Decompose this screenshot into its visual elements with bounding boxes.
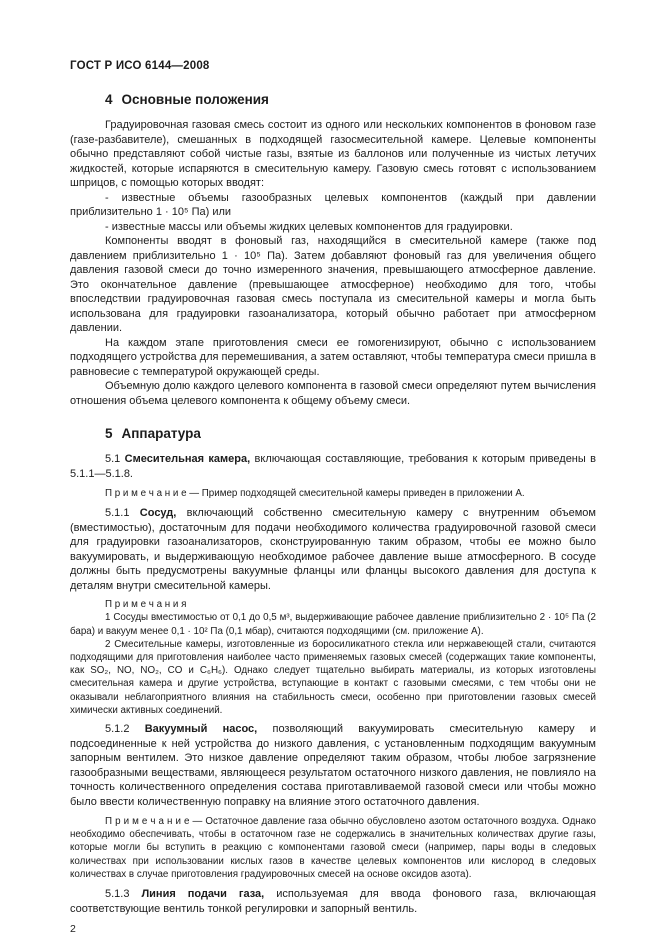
clause-5-1-1 — [70, 506, 596, 593]
note-after-5-1-2: П р и м е ч а н и е — Остаточное давление газа обычно обусловлено азотом остаточного воздуха. Однако необходимо обеспечивать, чтобы в остаточном газе не содержались в значительных количествах другие газы, которые могли бы вступить в реакцию с компонентами газовой смеси (например, пары воды в следовых количествах при использовании кислых газов в качестве целевых компонентов или кислород в следовых количествах в случае приготовления градуировочных смесей на основе оксидов азота). — [70, 816, 596, 880]
clause-5-1-1-number: 5.1.1 — [105, 507, 130, 520]
clause-5-1 — [70, 452, 596, 481]
section-4-title: Основные положения — [121, 92, 269, 107]
note-after-5-1: П р и м е ч а н и е — Пример подходящей смесительной камеры приведен в приложении А. — [105, 488, 525, 499]
section-4-bullet-2: - известные массы или объемы жидких целевых компонентов для градуировки. — [105, 220, 513, 233]
section-4-paragraph-4: Объемную долю каждого целевого компонента в газовой смеси определяют путем вычисления отношения объема целевого компонента к общему объему смеси. — [70, 380, 596, 407]
clause-5-1-text: включающая составляющие, требования к которым приведены в 5.1.1—5.1.8. — [70, 453, 596, 480]
note-5-1-1-item-2: 2 Смесительные камеры, изготовленные из боросиликатного стекла или нержавеющей стали, считаются подходящими для приготовления наиболее часто применяемых газовых смесей (содержащих такие компоненты, как SO₂, NO, NO₂, CO и C₆H₆). Однако следует тщательно выбирать материалы, из которых изготовлены смесительная камера и другие устройства, вступающие в контакт с газовыми смесями, с тем чтобы они не оказывали неблагоприятного влияния на стабильность смеси, особенно при приготовлении газовых смесей химически активных соединений. — [70, 638, 596, 716]
page-number: 2 — [70, 923, 76, 936]
clause-5-1-3-text: используемая для ввода фонового газа, включающая соответствующие вентиль тонкой регулировки и запорный вентиль. — [70, 888, 597, 915]
clause-5-1-2-number: 5.1.2 — [105, 723, 130, 736]
section-4-bullet-1: - известные объемы газообразных целевых компонентов (каждый при давлении приблизительно 1 · 10⁵ Па) или — [70, 191, 596, 218]
clause-5-1-1-term: Сосуд, — [139, 507, 177, 520]
clause-5-1-number: 5.1 — [105, 453, 121, 465]
clause-5-1-3 — [70, 887, 596, 916]
clause-5-1-3-number: 5.1.3 — [105, 888, 130, 901]
section-4-heading — [70, 92, 596, 107]
notes-heading-5-1-1: П р и м е ч а н и я — [105, 599, 187, 611]
section-5-title: Аппаратура — [121, 426, 201, 441]
clause-5-1-2 — [70, 722, 596, 809]
section-4-number: 4 — [105, 92, 113, 107]
clause-5-1-2-text: позволяющий вакуумировать смесительную камеру и подсоединенные к ней устройства до низкого давления, с установленным подходящим вакуумным запорным вентилем. Это низкое давление определяют таким образом, чтобы любое загрязнение газообразными веществами, являющееся результатом остаточного низкого давления, не повлияло на точность количественного определения состава приготавливаемой газовой смеси или чтобы можно было ввести количественную поправку на влияние этого остаточного давления. — [70, 723, 596, 808]
clause-5-1-term: Смесительная камера, — [124, 453, 251, 465]
section-5-heading — [70, 426, 596, 441]
clause-5-1-2-term: Вакуумный насос, — [144, 723, 258, 736]
clause-5-1-3-term: Линия подачи газа, — [141, 888, 265, 901]
note-5-1-1-item-1: 1 Сосуды вместимостью от 0,1 до 0,5 м³, выдерживающие рабочее давление приблизительно 2 · 10⁵ Па (2 бара) и вакуум менее 0,1 · 10² Па (0,1 мбар), считаются подходящими (см. приложение А). — [70, 612, 596, 637]
document-designation: ГОСТ Р ИСО 6144—2008 — [70, 60, 210, 72]
section-5-number: 5 — [105, 426, 113, 441]
section-4-paragraph-3: На каждом этапе приготовления смеси ее гомогенизируют, обычно с использованием подходящего устройства для перемешивания, а затем оставляют, чтобы температура смеси пришла в равновесие с температурой окружающей среды. — [70, 336, 596, 378]
section-4-paragraph-2: Компоненты вводят в фоновый газ, находящийся в смесительной камере (также под давлением приблизительно 1 · 10⁵ Па). Затем добавляют фоновый газ для увеличения общего давления газовой смеси до точно измеренного значения, превышающего атмосферное давление. Это окончательное давление (превышающее атмосферное) необходимо для того, чтобы впоследствии градуировочная газовая смесь поступала из смесительной камеры и могла быть использована для градуировки газоанализатора, который обычно работает при атмосферном давлении. — [70, 235, 596, 334]
section-4-paragraph-1: Градуировочная газовая смесь состоит из одного или нескольких компонентов в фоновом газе (газе-разбавителе), смешанных в подходящей газосмесительной камере. Целевые компоненты обычно представляют собой чистые газы, взятые из баллонов или полученные из чистых летучих жидкостей, которые испаряются в смесительную камеру. Газовую смесь готовят с использованием шприцов, с помощью которых вводят: — [70, 119, 596, 189]
clause-5-1-1-text: включающий собственно смесительную камеру с внутренним объемом (вместимостью), достаточным для подачи необходимого количества градуировочной газовой смеси для градуировки газоанализаторов, сконструированную таким образом, чтобы ее можно было вакуумировать, и выдерживающую необходимое рабочее давление выше атмосферного. В сосуде должны быть предусмотрены вакуумные фланцы или фланцы высокого давления для доступа к деталям внутри смесительной камеры. — [70, 507, 596, 592]
